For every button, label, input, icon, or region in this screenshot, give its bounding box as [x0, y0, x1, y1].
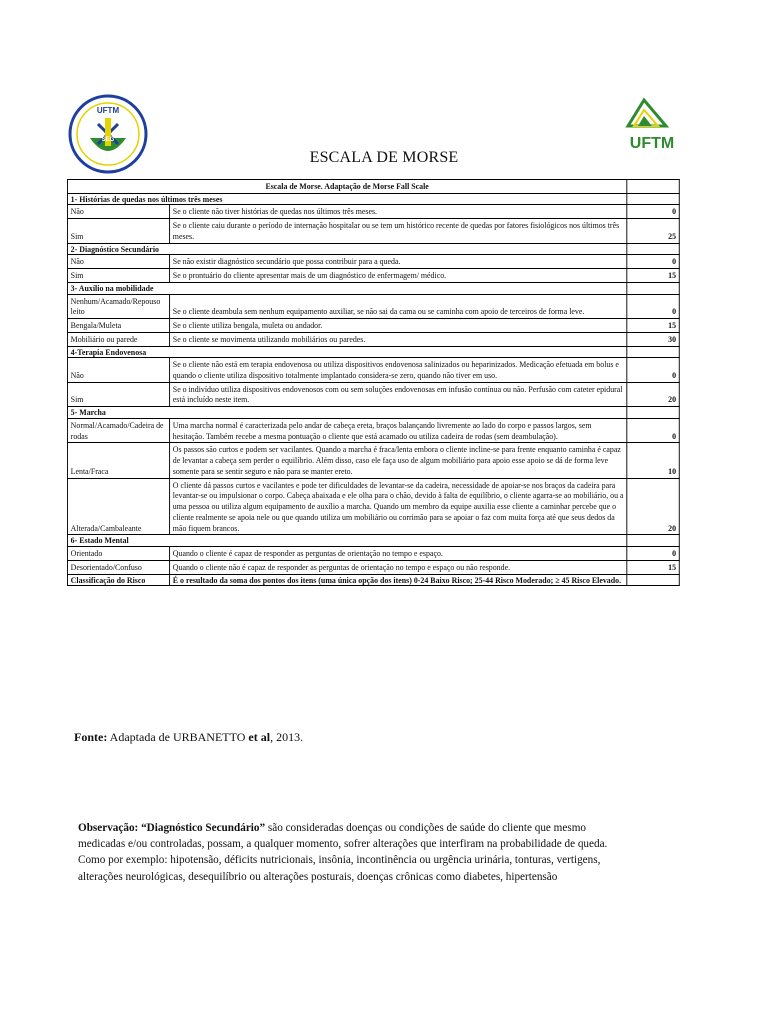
- uftm-logo-text: UFTM: [629, 135, 675, 152]
- table-row: [67, 205, 679, 219]
- seal-title: UFTM: [96, 106, 120, 115]
- option-description: Os passos são curtos e podem ser vacilantes. Quando a marcha é fraca/lenta embora o cliente incline-se para frente enquanto caminha é capaz de levantar a cabeça sem perder o equilíbrio. Além disso, caso ele faça uso de algum mobiliário para apoio esse apoio se dá de forma leve somente para se sentir seguro e não para se manter ereto.: [170, 443, 627, 478]
- option-score: 0: [627, 205, 679, 219]
- option-description: Uma marcha normal é caracterizada pelo andar de cabeça ereta, braços balançando livremente ao lado do corpo e passos largos, sem hesitação. Também recebe a mesma pontuação o cliente que está acamado ou utiliza cadeira de rodas (sem deambulação).: [170, 418, 627, 442]
- seal-sub: SEG: [101, 137, 115, 143]
- option-description: Quando o cliente não é capaz de responder as perguntas de orientação no tempo e espaço ou não responde.: [170, 560, 627, 574]
- section-title: 4-Terapia Endovenosa: [67, 346, 626, 358]
- classification-label: Classificação do Risco: [67, 574, 169, 586]
- section-row: [67, 243, 679, 255]
- table-row: [67, 269, 679, 283]
- section-title: 5- Marcha: [67, 407, 626, 419]
- table-row: [67, 358, 679, 382]
- section-title: 1- Histórias de quedas nos últimos três meses: [67, 193, 626, 205]
- option-description: Se o cliente caiu durante o período de internação hospitalar ou se tem um histórico recente de quedas por fatores fisiológicos nos últimos três meses.: [170, 219, 627, 243]
- table-row: [67, 478, 679, 535]
- option-label: Sim: [67, 269, 169, 283]
- option-label: Orientado: [67, 547, 169, 561]
- option-description: Quando o cliente é capaz de responder as perguntas de orientação no tempo e espaço.: [170, 547, 627, 561]
- option-score: 0: [627, 255, 679, 269]
- observation-text: são consideradas doenças ou condições de saúde do cliente que mesmo medicadas e/ou controladas, possam, a qualquer momento, sofrer alterações que interfiram na probabilidade de queda. Como por exemplo: hipotensão, déficits nutricionais, insônia, incontinência ou urgência urinária, tonturas, vertigens, alterações neurológicas, desequilíbrio ou alterações posturais, doenças crônicas como diabetes, hipertensão: [78, 822, 608, 883]
- option-description: Se o cliente não tiver histórias de quedas nos últimos três meses.: [170, 205, 627, 219]
- option-description: Se o indivíduo utiliza dispositivos endovenosos com ou sem soluções endovenosas em infusão contínua ou não. Perfusão com cateter epidural está incluído neste item.: [170, 382, 627, 406]
- table-header-row: [67, 180, 679, 194]
- table-row: [67, 332, 679, 346]
- option-score: 0: [627, 358, 679, 382]
- option-label: Alterada/Cambaleante: [67, 478, 169, 535]
- table-row: [67, 382, 679, 406]
- morse-scale-table: [67, 179, 680, 586]
- option-label: Lenta/Fraca: [67, 443, 169, 478]
- option-description: Se o cliente utiliza bengala, muleta ou andador.: [170, 319, 627, 333]
- option-label: Não: [67, 255, 169, 269]
- table-row: [67, 319, 679, 333]
- option-description: Se o prontuário do cliente apresentar mais de um diagnóstico de enfermagem/ médico.: [170, 269, 627, 283]
- uftm-logo: [622, 96, 678, 152]
- option-score: 20: [627, 382, 679, 406]
- option-description: Se o cliente não está em terapia endovenosa ou utiliza dispositivos endovenosa salinizados ou heparinizados. Medicação efetuada em bolus e quando o cliente utiliza dispositivo totalmente implantado considera-se zero, quando não tiver em uso.: [170, 358, 627, 382]
- table-row: [67, 219, 679, 243]
- section-title: 2- Diagnóstico Secundário: [67, 243, 626, 255]
- observation-label: Observação: “Diagnóstico Secundário”: [78, 822, 266, 834]
- option-score: 0: [627, 418, 679, 442]
- table-row: [67, 560, 679, 574]
- option-score: 15: [627, 319, 679, 333]
- table-row: [67, 547, 679, 561]
- source-note: Fonte: Adaptada de URBANETTO et al, 2013.: [74, 730, 304, 744]
- option-label: Sim: [67, 382, 169, 406]
- classification-row: [67, 574, 679, 586]
- classification-description: É o resultado da soma dos pontos dos itens (uma única opção dos itens) 0-24 Baixo Risco; 25-44 Risco Moderado; ≥ 45 Risco Elevado.: [170, 574, 627, 586]
- option-label: Sim: [67, 219, 169, 243]
- document-title: ESCALA DE MORSE: [309, 149, 459, 166]
- section-row: [67, 407, 679, 419]
- option-label: Nenhum/Acamado/Repouso leito: [67, 294, 169, 318]
- table-row: [67, 255, 679, 269]
- section-row: [67, 282, 679, 294]
- option-label: Não: [67, 205, 169, 219]
- table-row: [67, 294, 679, 318]
- section-row: [67, 535, 679, 547]
- section-row: [67, 193, 679, 205]
- option-label: Não: [67, 358, 169, 382]
- option-description: Se o cliente se movimenta utilizando mobiliários ou paredes.: [170, 332, 627, 346]
- option-description: Se não existir diagnóstico secundário que possa contribuir para a queda.: [170, 255, 627, 269]
- option-score: 10: [627, 443, 679, 478]
- option-score: 15: [627, 560, 679, 574]
- option-score: 0: [627, 547, 679, 561]
- option-label: Desorientado/Confuso: [67, 560, 169, 574]
- option-label: Bengala/Muleta: [67, 319, 169, 333]
- section-title: 3- Auxílio na mobilidade: [67, 282, 626, 294]
- table-row: [67, 443, 679, 478]
- option-label: Normal/Acamado/Cadeira de rodas: [67, 418, 169, 442]
- table-row: [67, 418, 679, 442]
- option-score: 20: [627, 478, 679, 535]
- section-title: 6- Estado Mental: [67, 535, 626, 547]
- section-row: [67, 346, 679, 358]
- option-score: 25: [627, 219, 679, 243]
- observation-note: [78, 820, 618, 885]
- option-score: 30: [627, 332, 679, 346]
- option-description: O cliente dá passos curtos e vacilantes e pode ter dificuldades de levantar-se da cadeira, necessidade de apoiar-se nos braços da cadeira para levantar-se ou impulsionar o corpo. Cabeça abaixada e ele olha para o chão, devido à falta de equilíbrio, o cliente agarra-se ao mobiliário, ou a uma pessoa ou utiliza algum equipamento de auxílio a marcha. Quando um membro da equipe auxilia esse cliente a caminhar percebe que o cliente realmente se apoia nele ou que quando utiliza um mobiliário ou corrimão para se apoiar o faz com muita força até que seus dedos da mão fiquem brancos.: [170, 478, 627, 535]
- option-description: Se o cliente deambula sem nenhum equipamento auxiliar, se não sai da cama ou se caminha com apoio de terceiros de forma leve.: [170, 294, 627, 318]
- option-label: Mobiliário ou parede: [67, 332, 169, 346]
- option-score: 15: [627, 269, 679, 283]
- option-score: 0: [627, 294, 679, 318]
- table-header: Escala de Morse. Adaptação de Morse Fall Scale: [67, 180, 626, 194]
